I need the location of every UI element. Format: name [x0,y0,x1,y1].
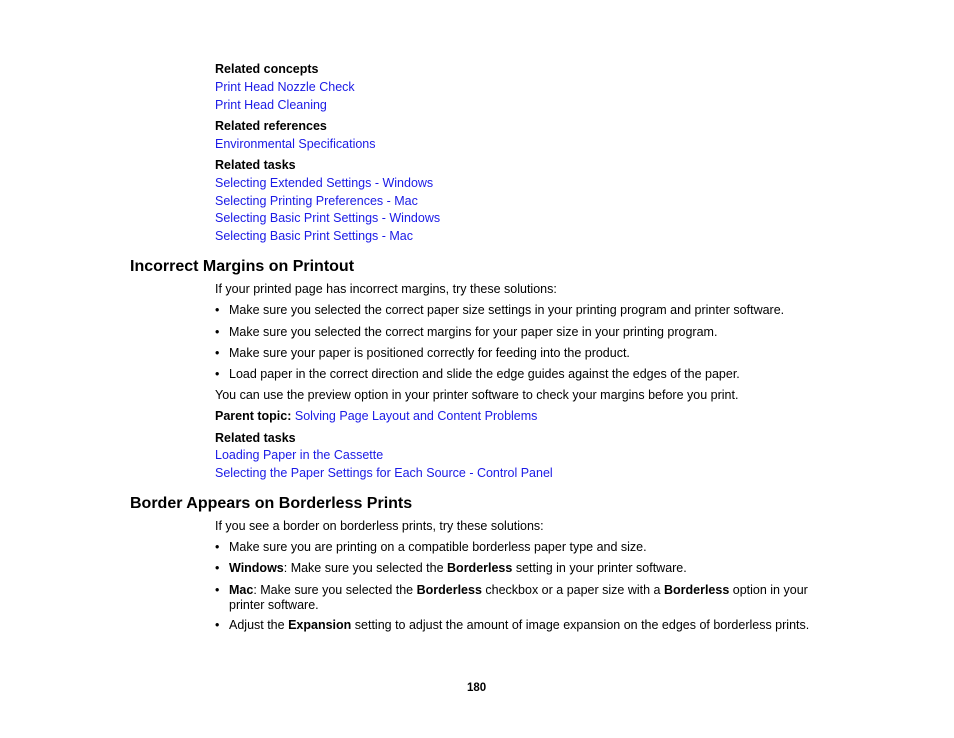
link-environmental-specifications[interactable]: Environmental Specifications [215,137,376,151]
link-loading-paper-cassette[interactable]: Loading Paper in the Cassette [215,448,384,462]
bullet3-text2: checkbox or a paper size with a [481,583,664,597]
parent-topic-label: Parent topic: [215,409,292,423]
link-basic-print-settings-windows[interactable]: Selecting Basic Print Settings - Windows [215,211,441,225]
link-paper-settings-control-panel[interactable]: Selecting the Paper Settings for Each Source - Control Panel [215,466,553,480]
bold-mac: Mac [229,583,254,597]
bullet-marker: • [215,325,220,339]
link-printing-preferences-mac[interactable]: Selecting Printing Preferences - Mac [215,194,418,208]
border-bullet-2 [229,561,687,576]
bullet4-text2: setting to adjust the amount of image expansion on the edges of borderless prints. [351,618,810,632]
border-bullet-4 [229,618,819,633]
bullet-marker: • [215,561,220,575]
related-references-label: Related references [215,119,327,133]
related-tasks-label: Related tasks [215,158,296,172]
margins-bullet-1: Make sure you selected the correct paper size settings in your printing program and printer software. [229,303,785,317]
bullet4-text1: Adjust the [229,618,289,632]
border-heading: Border Appears on Borderless Prints [130,495,413,512]
page-number: 180 [467,682,487,694]
bold-windows: Windows [229,561,284,575]
bullet3-text1: : Make sure you selected the [253,583,417,597]
link-extended-settings-windows[interactable]: Selecting Extended Settings - Windows [215,176,434,190]
link-basic-print-settings-mac[interactable]: Selecting Basic Print Settings - Mac [215,229,413,243]
margins-intro: If your printed page has incorrect margins, try these solutions: [215,282,557,296]
bold-borderless: Borderless [416,583,482,597]
bold-borderless: Borderless [663,583,730,597]
related-concepts-label: Related concepts [215,62,319,76]
bullet2-text1: : Make sure you selected the [283,561,448,575]
margins-preview-note: You can use the preview option in your printer software to check your margins before you print. [215,388,739,402]
margins-bullet-4: Load paper in the correct direction and slide the edge guides against the edges of the paper. [229,367,740,381]
bullet2-text2: setting in your printer software. [512,561,687,575]
border-intro: If you see a border on borderless prints, try these solutions: [215,519,544,533]
bullet-marker: • [215,367,220,381]
bullet3-text3: option in your printer software. [229,583,808,612]
border-bullet-3 [229,583,819,613]
bullet-marker: • [215,540,220,554]
border-bullet-1: Make sure you are printing on a compatible borderless paper type and size. [229,540,647,554]
bullet-marker: • [215,618,220,632]
margins-heading: Incorrect Margins on Printout [130,258,355,275]
bullet-marker: • [215,303,220,317]
bold-borderless: Borderless [447,561,513,575]
parent-topic [215,409,537,424]
bullet-marker: • [215,583,220,597]
margins-related-tasks-label: Related tasks [215,431,296,445]
margins-bullet-3: Make sure your paper is positioned correctly for feeding into the product. [229,346,630,360]
link-print-head-nozzle-check[interactable]: Print Head Nozzle Check [215,80,355,94]
bold-expansion: Expansion [288,618,352,632]
link-print-head-cleaning[interactable]: Print Head Cleaning [215,98,327,112]
bullet-marker: • [215,346,220,360]
link-solving-page-layout[interactable]: Solving Page Layout and Content Problems [294,409,538,423]
margins-bullet-2: Make sure you selected the correct margins for your paper size in your printing program. [229,325,718,339]
